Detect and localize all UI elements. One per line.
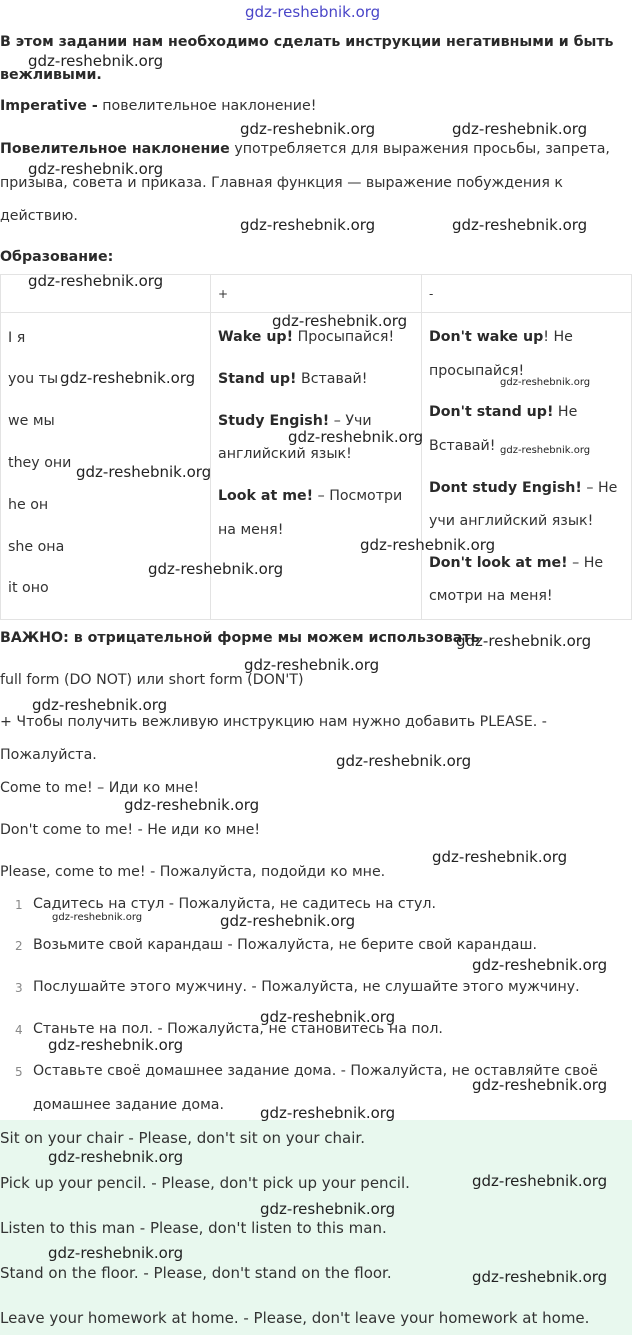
pronoun-they: they они [8,455,72,471]
watermark-link[interactable]: gdz-reshebnik.org [240,216,376,234]
answer-4: Stand on the floor. - Please, don't stand on the floor. [0,1264,392,1282]
watermark-link[interactable]: gdz-reshebnik.org [28,52,164,70]
answer-5: Leave your homework at home. - Please, don't leave your homework at home. [0,1309,590,1327]
positive-3-en: Study Engish! [218,413,330,429]
watermark-link[interactable]: gdz-reshebnik.org [32,696,168,714]
watermark-link[interactable]: gdz-reshebnik.org [288,428,424,446]
negative-4-en: Don't look at me! [429,555,568,571]
example-3: Please, come to me! - Пожалуйста, подойди ко мне. [0,864,386,880]
table-header-plus: + [218,287,229,301]
positive-4-line-2: на меня! [218,522,284,538]
list-number-1: 1 [15,898,23,912]
definition-rest: употребляется для выражения просьбы, запрета, [229,141,610,157]
positive-1 [218,329,394,345]
intro-line-2: вежливыми. [0,67,102,83]
definition-line-3: действию. [0,208,78,224]
watermark-link[interactable]: gdz-reshebnik.org [452,216,588,234]
positive-1-en: Wake up! [218,329,294,345]
positive-3-line-2: английский язык! [218,446,352,462]
example-1: Come to me! – Иди ко мне! [0,780,200,796]
table-header-minus: - [429,287,434,301]
watermark-link[interactable]: gdz-reshebnik.org [28,160,164,178]
important-line-2: full form (DO NOT) или short form (DON'T) [0,672,304,688]
negative-3-ru: – Не [581,480,618,496]
negative-3 [429,480,617,496]
watermark-link[interactable]: gdz-reshebnik.org [148,560,284,578]
definition-term: Повелительное наклонение [0,141,230,157]
intro-line-1: В этом задании нам необходимо сделать инструкции негативными и быть [0,34,614,50]
watermark-link[interactable]: gdz-reshebnik.org [260,1104,396,1122]
list-item-1: Садитесь на стул - Пожалуйста, не садитесь на стул. [33,896,436,912]
positive-3-ru: – Учи [329,413,372,429]
imperative-line [0,98,316,114]
positive-4 [218,488,402,504]
list-item-3: Послушайте этого мужчину. - Пожалуйста, не слушайте этого мужчину. [33,979,580,995]
list-item-5: Оставьте своё домашнее задание дома. - Пожалуйста, не оставляйте своё [33,1063,598,1079]
watermark-link[interactable]: gdz-reshebnik.org [472,956,608,974]
watermark-link[interactable]: gdz-reshebnik.org [244,656,380,674]
pronoun-we: we мы [8,413,55,429]
answer-1: Sit on your chair - Please, don't sit on your chair. [0,1129,365,1147]
negative-1 [429,329,573,345]
pronoun-it: it оно [8,580,49,596]
negative-2-en: Don't stand up! [429,404,554,420]
watermark-link[interactable]: gdz-reshebnik.org [500,445,591,456]
negative-1-ru: ! Не [543,329,573,345]
answer-2: Pick up your pencil. - Please, don't pick up your pencil. [0,1174,410,1192]
positive-3 [218,413,372,429]
important-term: ВАЖНО: [0,630,69,646]
important-rest: в отрицательной форме мы можем использовать [68,630,480,646]
pronoun-i: I я [8,330,26,346]
negative-3-en: Dont study Engish! [429,480,582,496]
watermark-link[interactable]: gdz-reshebnik.org [452,120,588,138]
watermark-link[interactable]: gdz-reshebnik.org [472,1076,608,1094]
watermark-link[interactable]: gdz-reshebnik.org [28,272,164,290]
imperative-term: Imperative - [0,98,98,114]
list-number-2: 2 [15,939,23,953]
list-number-5: 5 [15,1065,23,1079]
watermark-link[interactable]: gdz-reshebnik.org [272,312,408,330]
positive-2-en: Stand up! [218,371,297,387]
negative-2 [429,404,577,420]
watermark-link[interactable]: gdz-reshebnik.org [48,1148,184,1166]
watermark-link[interactable]: gdz-reshebnik.org [48,1036,184,1054]
watermark-top[interactable]: gdz-reshebnik.org [245,3,381,21]
watermark-link[interactable]: gdz-reshebnik.org [456,632,592,650]
positive-4-en: Look at me! [218,488,314,504]
watermark-link[interactable]: gdz-reshebnik.org [336,752,472,770]
negative-4-line-2: смотри на меня! [429,588,553,604]
formation-title: Образование: [0,249,114,265]
watermark-link[interactable]: gdz-reshebnik.org [260,1200,396,1218]
watermark-link[interactable]: gdz-reshebnik.org [432,848,568,866]
watermark-link[interactable]: gdz-reshebnik.org [472,1268,608,1286]
watermark-link[interactable]: gdz-reshebnik.org [60,369,196,387]
positive-2 [218,371,367,387]
watermark-link[interactable]: gdz-reshebnik.org [48,1244,184,1262]
pronoun-you: you ты [8,371,59,387]
please-note-line-2: Пожалуйста. [0,747,97,763]
list-item-2: Возьмите свой карандаш - Пожалуйста, не берите свой карандаш. [33,937,537,953]
watermark-link[interactable]: gdz-reshebnik.org [472,1172,608,1190]
list-number-4: 4 [15,1023,23,1037]
watermark-link[interactable]: gdz-reshebnik.org [220,912,356,930]
list-item-5-line-2: домашнее задание дома. [33,1097,224,1113]
positive-1-ru: Просыпайся! [293,329,395,345]
negative-4-ru: – Не [567,555,604,571]
definition-line-2: призыва, совета и приказа. Главная функция — выражение побуждения к [0,175,563,191]
watermark-link[interactable]: gdz-reshebnik.org [360,536,496,554]
negative-2-line-2: Вставай! [429,438,496,454]
watermark-link[interactable]: gdz-reshebnik.org [76,463,212,481]
negative-4 [429,555,603,571]
negative-3-line-2: учи английский язык! [429,513,594,529]
example-2: Don't come to me! - Не иди ко мне! [0,822,261,838]
negative-2-ru: Не [553,404,578,420]
watermark-link[interactable]: gdz-reshebnik.org [260,1008,396,1026]
watermark-link[interactable]: gdz-reshebnik.org [240,120,376,138]
list-item-4: Станьте на пол. - Пожалуйста, не становитесь на пол. [33,1021,443,1037]
important-line-1 [0,630,480,646]
list-number-3: 3 [15,981,23,995]
definition-line-1 [0,141,610,157]
watermark-link[interactable]: gdz-reshebnik.org [500,377,591,388]
pronoun-she: she она [8,539,65,555]
positive-2-ru: Вставай! [296,371,368,387]
watermark-link[interactable]: gdz-reshebnik.org [52,912,143,923]
please-note-line-1: + Чтобы получить вежливую инструкцию нам нужно добавить PLEASE. - [0,714,547,730]
positive-4-ru: – Посмотри [313,488,403,504]
negative-1-en: Don't wake up [429,329,544,345]
watermark-link[interactable]: gdz-reshebnik.org [124,796,260,814]
negative-1-line-2: просыпайся! [429,363,525,379]
imperative-def: повелительное наклонение! [97,98,317,114]
pronoun-he: he он [8,497,49,513]
answer-3: Listen to this man - Please, don't listen to this man. [0,1219,387,1237]
